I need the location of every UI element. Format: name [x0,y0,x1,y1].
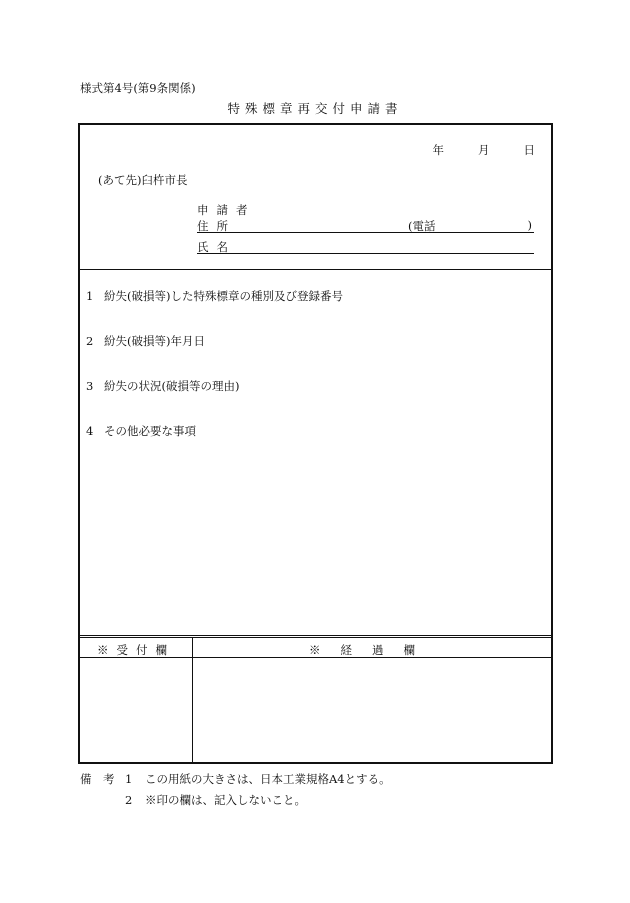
item-2-text: 紛失(破損等)年月日 [104,334,205,348]
note-1-text: この用紙の大きさは、日本工業規格A4とする。 [145,772,391,786]
name-field[interactable] [197,239,534,254]
date-day-label: 日 [523,143,535,157]
date-year-label: 年 [432,143,444,157]
note-2-number: 2 [125,793,133,807]
header-divider [80,269,551,270]
application-form-frame [78,123,553,764]
date-line [433,142,536,158]
note-2-text: ※印の欄は、記入しないこと。 [145,793,306,807]
note-2 [125,792,306,808]
item-2-number: 2 [86,334,94,348]
note-1 [125,771,391,787]
document-title: 特殊標章再交付申請書 [227,101,403,116]
progress-column-header: ※経過欄 [309,643,435,657]
note-1-number: 1 [125,772,133,786]
item-3 [86,378,239,394]
phone-label: (電話 [408,219,436,233]
item-1-number: 1 [86,289,94,303]
office-section-divider-1 [80,635,551,636]
item-2 [86,333,205,349]
item-4 [86,423,196,439]
address-label: 住所 [197,219,236,233]
item-1-text: 紛失(破損等)した特殊標章の種別及び登録番号 [104,289,343,303]
form-number-label: 様式第4号(第9条関係) [80,81,196,95]
item-1 [86,288,343,304]
item-4-text: その他必要な事項 [104,424,196,438]
date-month-label: 月 [478,143,490,157]
address-field[interactable] [197,218,534,233]
phone-close-paren: ) [527,218,532,232]
notes-heading: 備 考 [80,772,115,786]
item-4-number: 4 [86,424,94,438]
item-3-text: 紛失の状況(破損等の理由) [104,379,240,393]
item-3-number: 3 [86,379,94,393]
office-section-divider-2 [80,637,551,638]
addressee: (あて先)臼杵市長 [98,173,188,187]
applicant-heading: 申請者 [197,203,256,217]
name-label: 氏名 [197,240,236,254]
receipt-column-header: ※受付欄 [97,643,175,657]
